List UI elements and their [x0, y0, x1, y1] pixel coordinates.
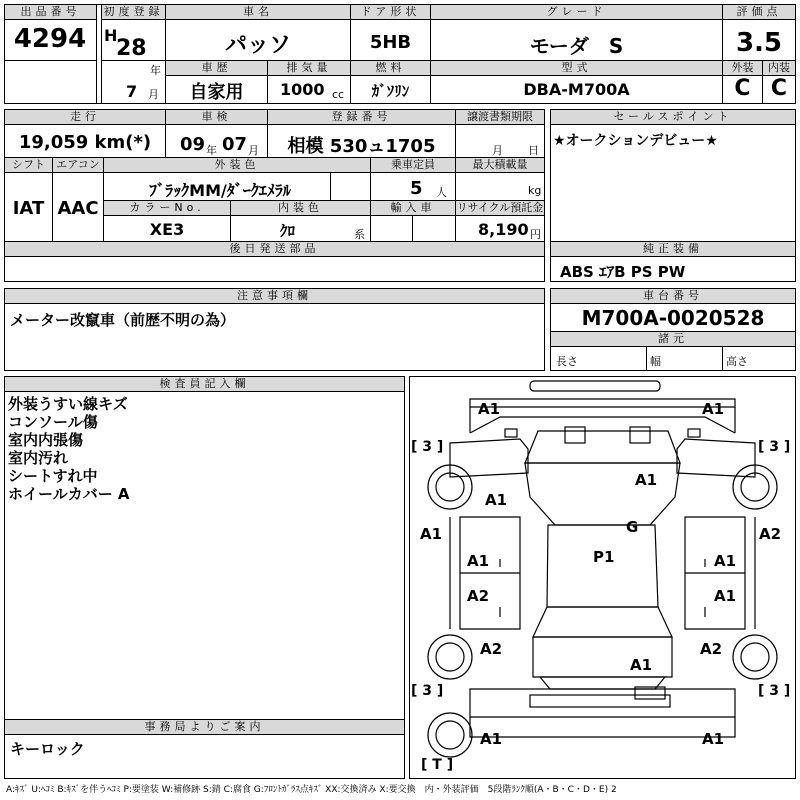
color-label: 外装色 — [104, 158, 370, 173]
sales-label: セールスポイント — [551, 110, 795, 125]
history-label: 車歴 — [166, 61, 267, 76]
damage-mark: A2 — [759, 525, 782, 543]
damage-mark: A1 — [467, 552, 490, 570]
damage-mark: A1 — [714, 587, 737, 605]
dims-label: 諸元 — [551, 331, 795, 347]
car-label: 車名 — [166, 5, 350, 20]
disp-unit: cc — [332, 88, 345, 101]
model-code: DBA-M700A — [523, 80, 630, 99]
chassis-label: 車台番号 — [551, 289, 795, 304]
capacity: 5 — [410, 178, 423, 199]
transfer-day: 日 — [528, 144, 539, 157]
reg-year-unit: 年 — [150, 64, 161, 77]
damage-mark: A2 — [700, 640, 723, 658]
ext-label: 外装 — [723, 61, 762, 76]
damage-mark: P1 — [593, 548, 615, 566]
damage-mark: A2 — [480, 640, 503, 658]
grade-label: グレード — [431, 5, 722, 20]
car-name: パッソ — [224, 33, 291, 58]
fuel: ｶﾞｿﾘﾝ — [371, 82, 410, 100]
damage-mark: A1 — [480, 730, 503, 748]
damage-mark: A1 — [630, 656, 653, 674]
reg-era: H — [104, 26, 118, 45]
damage-mark: A2 — [467, 587, 490, 605]
shift: IAT — [12, 198, 45, 219]
fuel-label: 燃料 — [351, 61, 430, 76]
tire-rating: [ 3 ] — [758, 439, 791, 455]
door-type: 5HB — [369, 32, 412, 53]
chassis-number: M700A-0020528 — [581, 306, 765, 330]
car-diagram — [410, 377, 795, 778]
caution-text: メーター改竄車（前歴不明の為） — [10, 311, 236, 329]
recycle-unit: 円 — [530, 228, 541, 241]
inspector-label: 検査員記入欄 — [5, 377, 404, 392]
damage-mark: A1 — [478, 400, 501, 418]
inspector-notes — [8, 395, 130, 503]
width-label: 幅 — [650, 355, 661, 368]
sales-point: ★オークションデビュー★ — [553, 133, 718, 149]
reg-month: 7 — [126, 82, 138, 101]
transfer-month: 月 — [492, 144, 503, 157]
tire-rating: [ 3 ] — [411, 683, 444, 699]
inspector-note: ホイールカバー A — [8, 485, 130, 503]
damage-mark: A1 — [635, 471, 658, 489]
ac-label: エアコン — [53, 158, 103, 173]
int-label: 内装 — [763, 61, 795, 76]
equip-label: 純正装備 — [551, 242, 795, 257]
door-label: ドア形状 — [351, 5, 430, 20]
inspect-year-unit: 年 — [206, 144, 217, 157]
inspector-note: 室内内張傷 — [8, 431, 84, 449]
later-label: 後日発送部品 — [5, 242, 544, 257]
disp-label: 排気量 — [268, 61, 350, 76]
legend: A:ｷｽﾞ U:ﾍｺﾐ B:ｷｽﾞを伴うﾍｺﾐ P:要塗装 W:補修跡 S:錆 C:腐食 G:ﾌﾛﾝﾄｶﾞﾗｽ点ｷｽﾞ XX:交換済み X:要交換 内・外装評価 5段階ﾗﾝｸ順(A・B・C・D・E) 2 — [6, 785, 617, 795]
lot-label: 出品番号 — [5, 5, 96, 20]
tire-rating: [ 3 ] — [758, 683, 791, 699]
displacement: 1000 — [280, 80, 325, 99]
length-label: 長さ — [556, 355, 578, 368]
reg-month-unit: 月 — [148, 88, 159, 101]
transfer-label: 譲渡書類期限 — [456, 110, 544, 125]
inspect-label: 車検 — [166, 110, 267, 125]
score-label: 評価点 — [723, 5, 795, 20]
office-label: 事務局よりご案内 — [5, 720, 404, 735]
capacity-unit: 人 — [436, 186, 447, 199]
grade: モーダ S — [529, 34, 624, 58]
ext-grade: C — [734, 76, 751, 101]
history: 自家用 — [189, 82, 244, 103]
inspector-note: 室内汚れ — [8, 449, 69, 467]
mileage: 19,059 km(*) — [18, 132, 152, 153]
detail-block — [4, 109, 545, 242]
inspect-year: 09 — [180, 134, 206, 155]
int-grade: C — [770, 76, 788, 101]
mileage-label: 走行 — [5, 110, 165, 125]
reg-label: 初度登録 — [103, 5, 164, 18]
model-label: 型式 — [431, 61, 722, 76]
int-color: ｸﾛ — [280, 222, 296, 240]
recycle-label: リサイクル預託金 — [456, 201, 544, 214]
height-label: 高さ — [726, 355, 748, 368]
color: ﾌﾞﾗｯｸMM/ﾀﾞｰｸｴﾒﾗﾙ — [149, 181, 291, 200]
damage-mark: A1 — [420, 525, 443, 543]
inspect-month: 07 — [222, 134, 248, 155]
int-color-unit: 系 — [354, 228, 365, 241]
office-text: キーロック — [10, 740, 85, 758]
colorno-label: カラーNo. — [104, 201, 230, 216]
sales-point-box — [550, 109, 796, 242]
load-unit: kg — [528, 184, 542, 197]
damage-mark: A1 — [485, 491, 508, 509]
damage-mark: A1 — [702, 730, 725, 748]
score: 3.5 — [735, 28, 783, 58]
tire-rating: [ T ] — [421, 757, 454, 773]
plate-label: 登録番号 — [268, 110, 455, 125]
capacity-label: 乗車定員 — [371, 158, 455, 173]
inspect-month-unit: 月 — [248, 144, 259, 157]
reg-year: 28 — [116, 36, 147, 61]
recycle-fee: 8,190 — [478, 220, 529, 239]
shift-label: シフト — [5, 158, 52, 173]
equipment: ABS ｴｱB PS PW — [560, 263, 686, 281]
damage-mark: G — [626, 518, 639, 536]
inspector-note: シートすれ中 — [8, 467, 98, 485]
tire-rating: [ 3 ] — [411, 439, 444, 455]
import-label: 輸入車 — [371, 201, 455, 216]
color-number: XE3 — [149, 220, 185, 239]
intcolor-label: 内装色 — [231, 201, 370, 216]
load-label: 最大積載量 — [456, 158, 544, 173]
caution-label: 注意事項欄 — [5, 289, 544, 304]
plate: 相模 530ュ1705 — [287, 136, 436, 157]
ac: AAC — [57, 198, 99, 219]
lot-number: 4294 — [13, 24, 87, 54]
damage-mark: A1 — [714, 552, 737, 570]
inspector-note: 外装うすい線キズ — [8, 395, 128, 413]
damage-mark: A1 — [702, 400, 725, 418]
inspector-note: コンソール傷 — [8, 413, 98, 431]
